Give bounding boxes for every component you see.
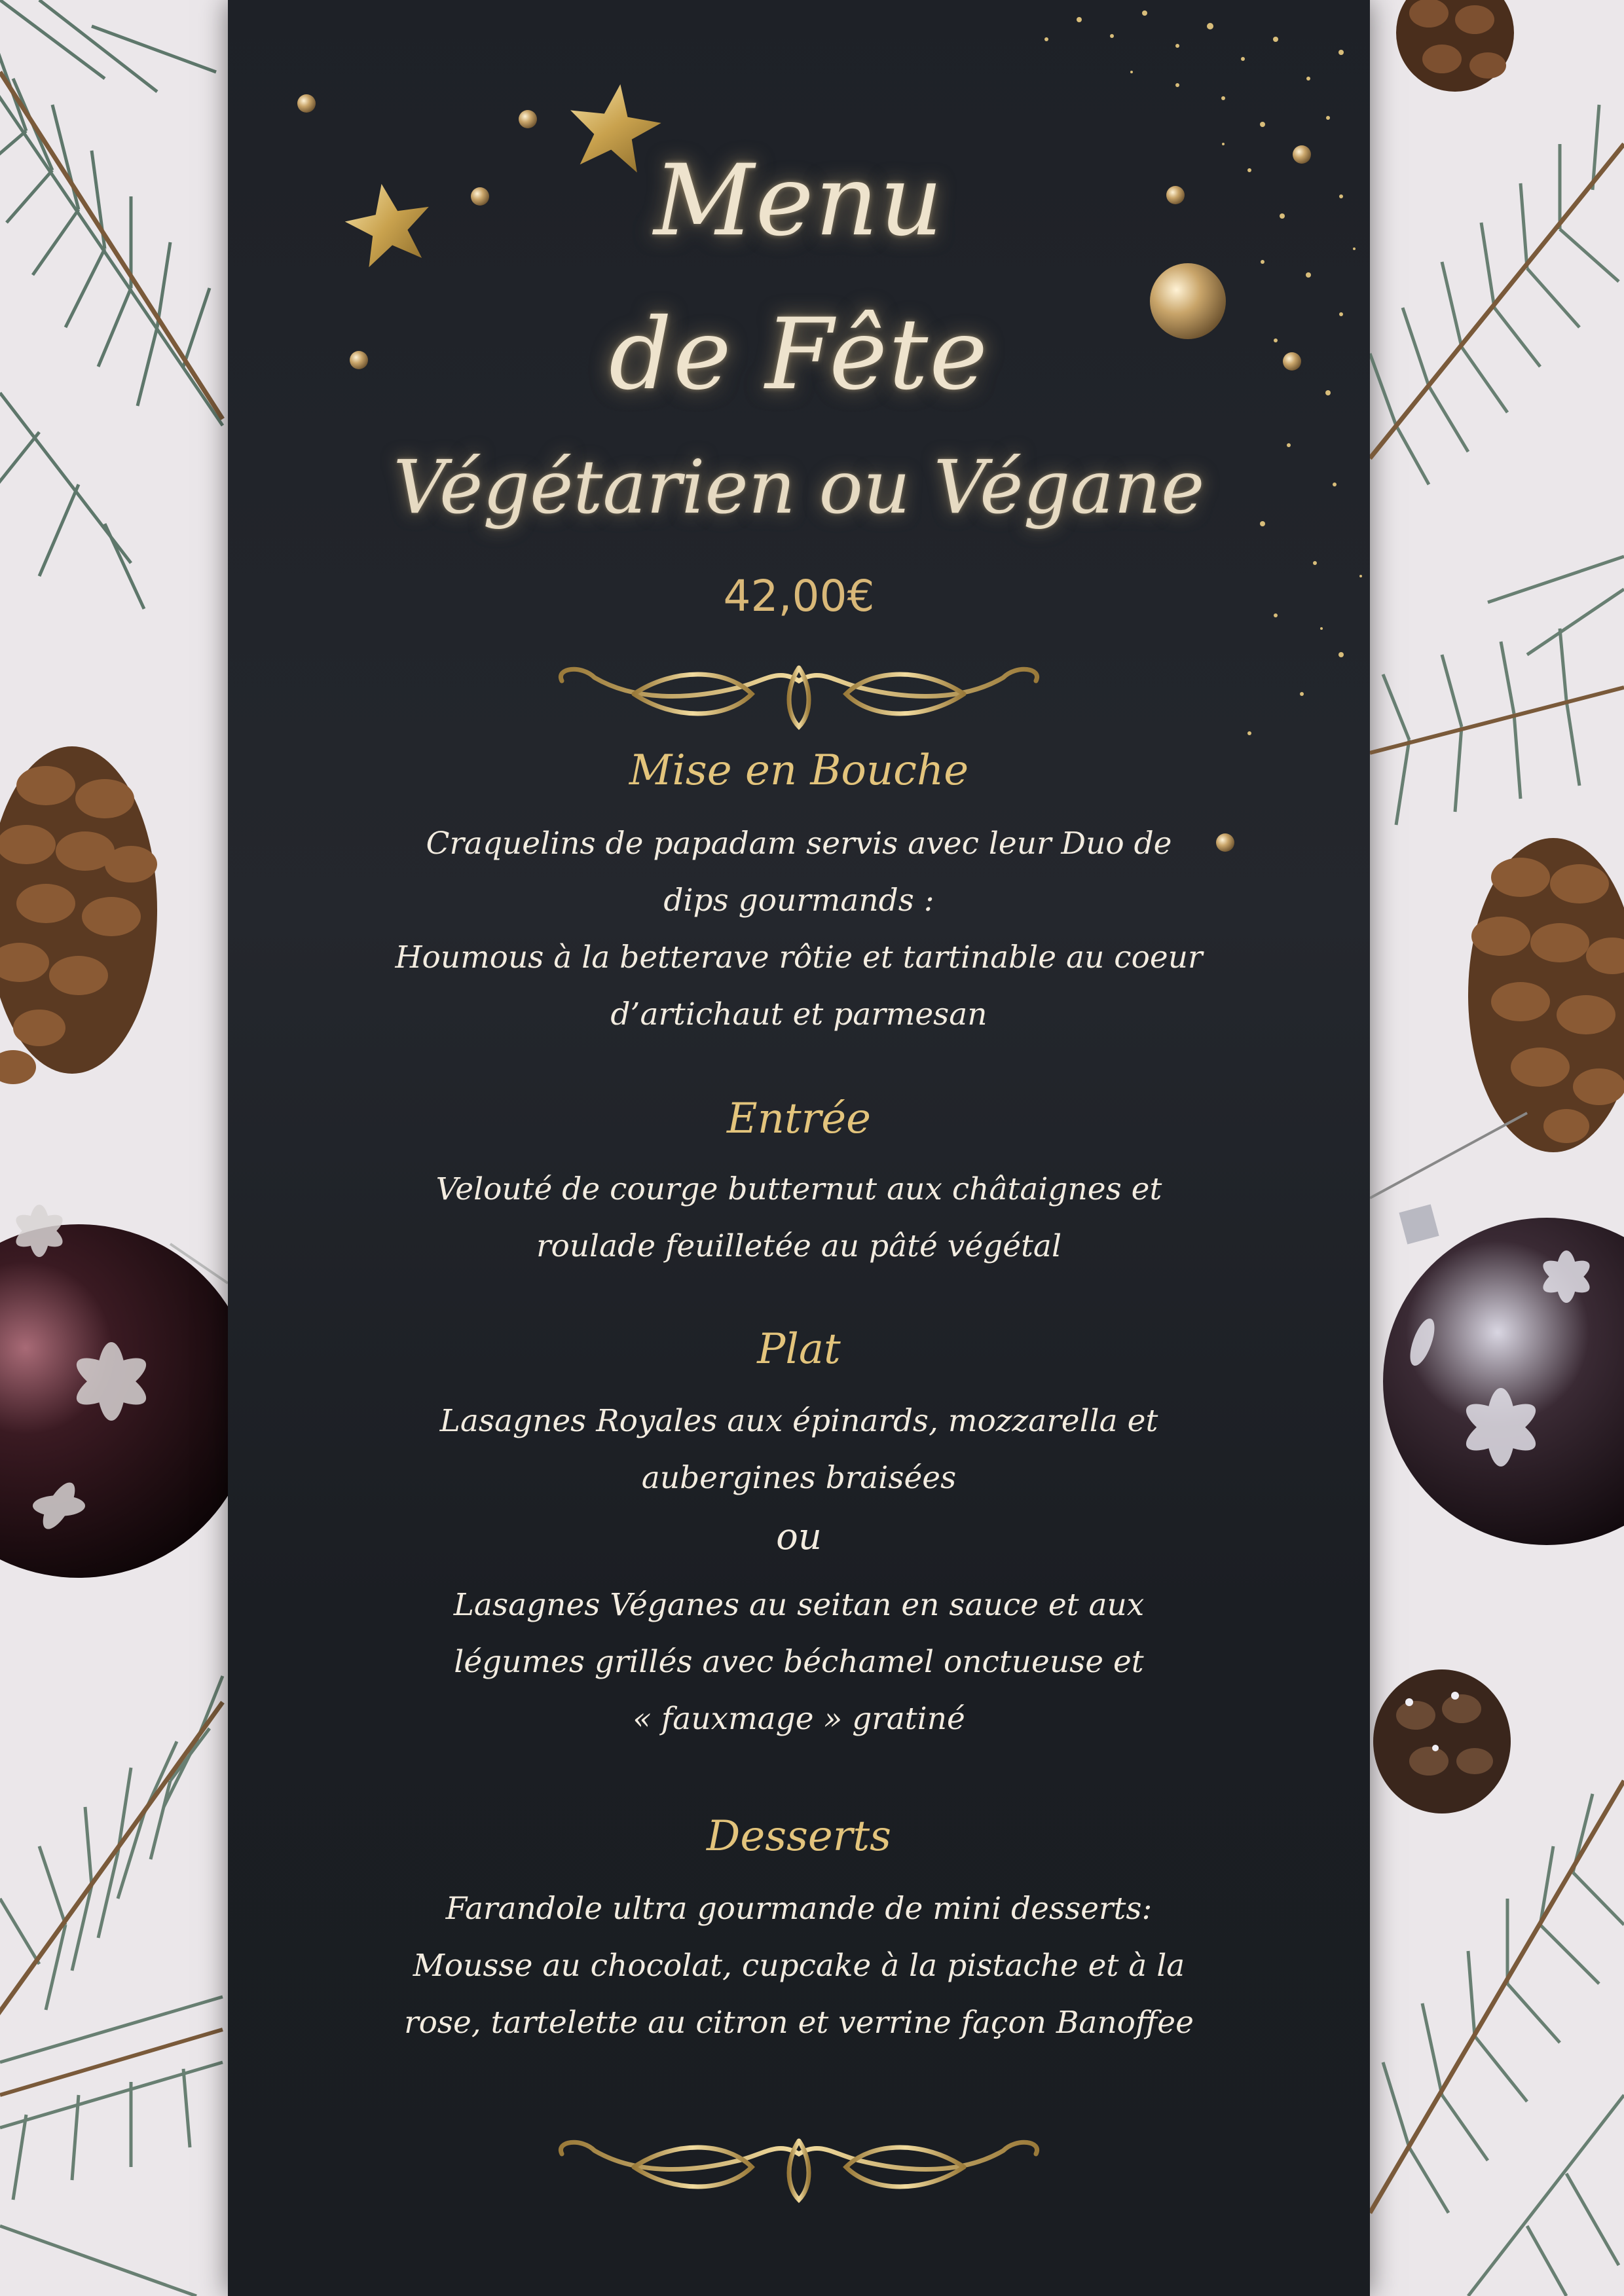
dish-line: Lasagnes Royales aux épinards, mozzarella et <box>439 1403 1158 1439</box>
dish-line: roulade feuilletée au pâté végétal <box>536 1228 1061 1264</box>
dish-line: « fauxmage » gratiné <box>633 1701 965 1737</box>
course-title-desserts: Desserts <box>707 1812 891 1861</box>
right-decoration <box>1370 0 1624 2296</box>
pine-branches-right-icon <box>1370 0 1624 2296</box>
menu-subtitle: Végétarien ou Végane <box>393 445 1205 530</box>
bead-icon <box>519 110 537 128</box>
flourish-bottom-icon <box>561 2141 1037 2200</box>
plat-or-separator: ou <box>776 1516 822 1558</box>
dish-line: Velouté de courge butternut aux châtaignes et <box>435 1171 1162 1207</box>
menu-title-line2: de Fête <box>608 298 989 412</box>
pinecone-icon <box>1373 1669 1511 1813</box>
dish-line: rose, tartelette au citron et verrine façon Banoffee <box>404 2005 1194 2041</box>
ornament-ball-icon <box>0 1205 228 1578</box>
dish-line: légumes grillés avec béchamel onctueuse et <box>454 1644 1144 1680</box>
pinecone-icon <box>0 746 157 1084</box>
bead-icon <box>297 94 316 113</box>
menu-panel <box>228 0 1370 2296</box>
course-title-plat: Plat <box>757 1325 841 1374</box>
menu-price: 42,00€ <box>723 571 875 621</box>
course-description-mise-en-bouche <box>341 815 1257 1043</box>
ornament-ball-icon <box>1370 1113 1624 1545</box>
course-description-plat-option2 <box>341 1576 1257 1747</box>
dish-line: Farandole ultra gourmande de mini desserts: <box>445 1891 1153 1927</box>
course-title-entree: Entrée <box>727 1095 871 1143</box>
dish-line: Houmous à la betterave rôtie et tartinable au coeur <box>395 939 1203 975</box>
course-description-plat-option1 <box>341 1393 1257 1506</box>
dish-line: Craquelins de papadam servis avec leur Duo de <box>426 826 1172 862</box>
pinecone-icon <box>1468 838 1624 1152</box>
dish-line: Mousse au chocolat, cupcake à la pistache et à la <box>413 1948 1185 1984</box>
course-title-mise-en-bouche: Mise en Bouche <box>629 746 969 795</box>
pine-branches-left-icon <box>0 0 228 2296</box>
dish-line: d’artichaut et parmesan <box>610 996 987 1032</box>
menu-title-line1: Menu <box>654 144 944 258</box>
course-description-desserts <box>341 1880 1257 2051</box>
dish-line: aubergines braisées <box>641 1460 957 1496</box>
course-description-entree <box>341 1161 1257 1275</box>
dish-line: dips gourmands : <box>663 883 934 919</box>
flourish-top-icon <box>561 668 1037 727</box>
left-decoration <box>0 0 228 2296</box>
dish-line: Lasagnes Véganes au seitan en sauce et aux <box>453 1587 1145 1623</box>
pinecone-icon <box>1396 0 1514 92</box>
